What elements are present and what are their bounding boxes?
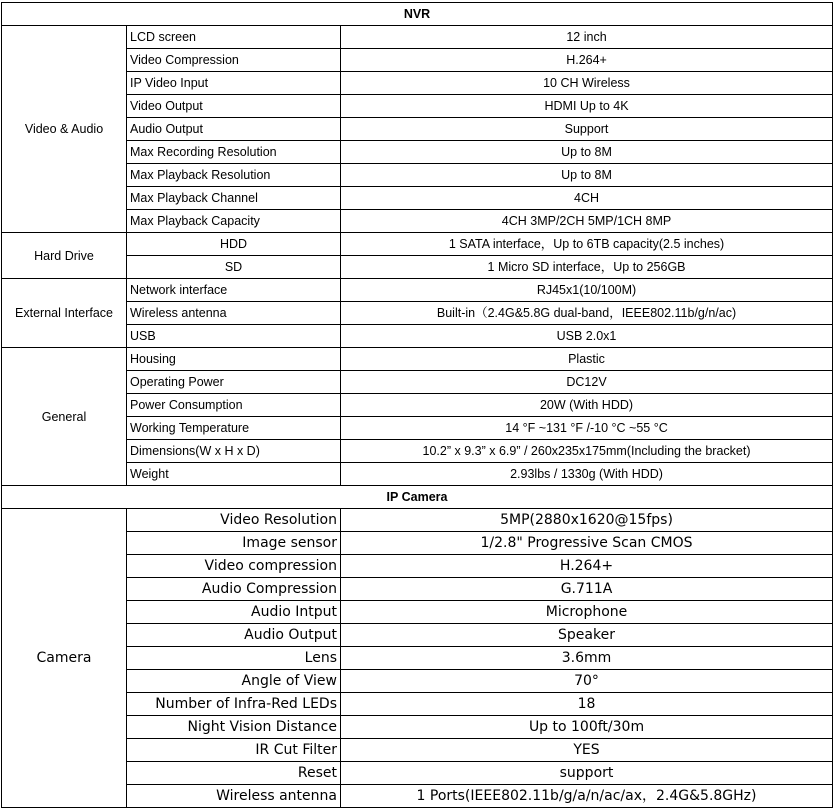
spec-value: Support (341, 118, 833, 141)
spec-row (2, 302, 833, 325)
spec-value: G.711A (341, 578, 833, 601)
spec-label: Lens (127, 647, 341, 670)
spec-value: 4CH (341, 187, 833, 210)
spec-label: Image sensor (127, 532, 341, 555)
spec-value: 2.93lbs / 1330g (With HDD) (341, 463, 833, 486)
spec-label: IR Cut Filter (127, 739, 341, 762)
spec-value: 10.2” x 9.3” x 6.9” / 260x235x175mm(Including the bracket) (341, 440, 833, 463)
spec-value: H.264+ (341, 555, 833, 578)
spec-value: 4CH 3MP/2CH 5MP/1CH 8MP (341, 210, 833, 233)
spec-row (2, 785, 833, 808)
spec-row (2, 624, 833, 647)
spec-label: Video compression (127, 555, 341, 578)
group-label: Hard Drive (2, 233, 127, 279)
spec-row (2, 141, 833, 164)
spec-value: Up to 8M (341, 141, 833, 164)
spec-table (1, 2, 833, 808)
spec-row (2, 647, 833, 670)
spec-value: 20W (With HDD) (341, 394, 833, 417)
spec-label: IP Video Input (127, 72, 341, 95)
camera-section-title: IP Camera (2, 486, 833, 509)
spec-row (2, 233, 833, 256)
spec-row (2, 463, 833, 486)
spec-label: Video Compression (127, 49, 341, 72)
spec-label: Network interface (127, 279, 341, 302)
spec-row (2, 670, 833, 693)
spec-label: Audio Compression (127, 578, 341, 601)
nvr-section-title: NVR (2, 3, 833, 26)
spec-label: LCD screen (127, 26, 341, 49)
spec-value: 10 CH Wireless (341, 72, 833, 95)
spec-label: Wireless antenna (127, 302, 341, 325)
spec-value: Up to 100ft/30m (341, 716, 833, 739)
spec-value: 1 Micro SD interface，Up to 256GB (341, 256, 833, 279)
spec-label: Housing (127, 348, 341, 371)
spec-label: Reset (127, 762, 341, 785)
spec-value: 1 SATA interface，Up to 6TB capacity(2.5 inches) (341, 233, 833, 256)
spec-value: HDMI Up to 4K (341, 95, 833, 118)
spec-row (2, 509, 833, 532)
spec-value: DC12V (341, 371, 833, 394)
spec-value: 3.6mm (341, 647, 833, 670)
spec-row (2, 394, 833, 417)
spec-row (2, 601, 833, 624)
spec-label: Video Resolution (127, 509, 341, 532)
spec-label: Operating Power (127, 371, 341, 394)
nvr-title-row (2, 3, 833, 26)
spec-row (2, 118, 833, 141)
spec-row (2, 26, 833, 49)
spec-row (2, 440, 833, 463)
spec-row (2, 49, 833, 72)
spec-label: Audio Output (127, 624, 341, 647)
spec-table-body (2, 3, 833, 808)
spec-value: 5MP(2880x1620@15fps) (341, 509, 833, 532)
spec-row (2, 693, 833, 716)
spec-label: Wireless antenna (127, 785, 341, 808)
spec-label: Number of Infra-Red LEDs (127, 693, 341, 716)
spec-row (2, 210, 833, 233)
spec-value: 1 Ports(IEEE802.11b/g/a/n/ac/ax，2.4G&5.8GHz) (341, 785, 833, 808)
group-label: Camera (2, 509, 127, 808)
spec-value: H.264+ (341, 49, 833, 72)
spec-label: USB (127, 325, 341, 348)
spec-value: Up to 8M (341, 164, 833, 187)
group-label: External Interface (2, 279, 127, 348)
spec-label: Audio Intput (127, 601, 341, 624)
spec-label: Dimensions(W x H x D) (127, 440, 341, 463)
spec-value: USB 2.0x1 (341, 325, 833, 348)
spec-row (2, 555, 833, 578)
spec-label: Max Playback Channel (127, 187, 341, 210)
spec-value: RJ45x1(10/100M) (341, 279, 833, 302)
spec-row (2, 417, 833, 440)
spec-value: Plastic (341, 348, 833, 371)
spec-row (2, 187, 833, 210)
spec-row (2, 325, 833, 348)
spec-label: Audio Output (127, 118, 341, 141)
spec-value: 12 inch (341, 26, 833, 49)
spec-row (2, 371, 833, 394)
spec-label: Working Temperature (127, 417, 341, 440)
spec-row (2, 279, 833, 302)
group-label: Video & Audio (2, 26, 127, 233)
spec-value: 1/2.8" Progressive Scan CMOS (341, 532, 833, 555)
spec-row (2, 716, 833, 739)
group-label: General (2, 348, 127, 486)
spec-value: Speaker (341, 624, 833, 647)
camera-title-row (2, 486, 833, 509)
spec-value: 14 °F ~131 °F /-10 °C ~55 °C (341, 417, 833, 440)
spec-value: Microphone (341, 601, 833, 624)
spec-row (2, 762, 833, 785)
spec-label: Max Recording Resolution (127, 141, 341, 164)
spec-value: YES (341, 739, 833, 762)
spec-row (2, 72, 833, 95)
spec-label: SD (127, 256, 341, 279)
spec-row (2, 532, 833, 555)
spec-label: Angle of View (127, 670, 341, 693)
spec-value: 70° (341, 670, 833, 693)
spec-value: 18 (341, 693, 833, 716)
spec-row (2, 95, 833, 118)
spec-label: Weight (127, 463, 341, 486)
spec-label: Video Output (127, 95, 341, 118)
spec-value: support (341, 762, 833, 785)
spec-label: Max Playback Capacity (127, 210, 341, 233)
spec-label: HDD (127, 233, 341, 256)
spec-row (2, 256, 833, 279)
spec-row (2, 578, 833, 601)
spec-label: Max Playback Resolution (127, 164, 341, 187)
spec-value: Built-in（2.4G&5.8G dual-band，IEEE802.11b/g/n/ac) (341, 302, 833, 325)
spec-row (2, 739, 833, 762)
spec-label: Night Vision Distance (127, 716, 341, 739)
spec-row (2, 348, 833, 371)
spec-label: Power Consumption (127, 394, 341, 417)
spec-row (2, 164, 833, 187)
